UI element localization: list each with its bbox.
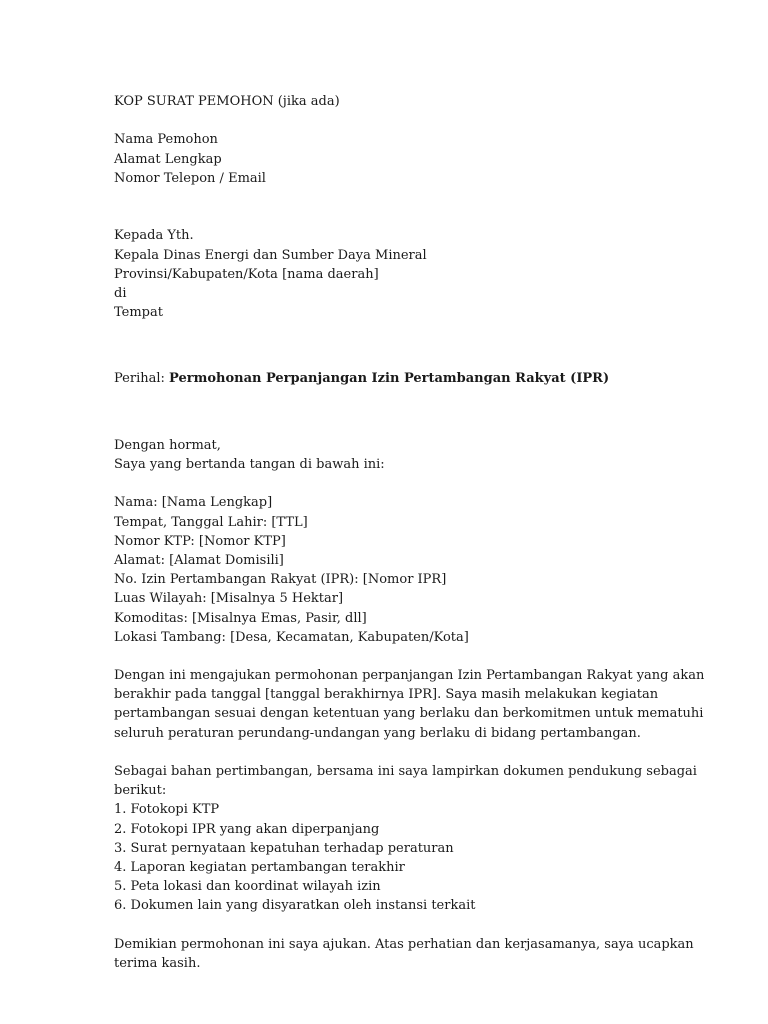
recipient-di: di	[114, 285, 127, 301]
spacer	[114, 207, 654, 226]
attachment-item: 3. Surat pernyataan kepatuhan terhadap peraturan	[114, 840, 454, 856]
body-line: seluruh peraturan perundang-undangan yang berlaku di bidang pertambangan.	[114, 725, 641, 741]
body-line: pertambangan sesuai dengan ketentuan yang berlaku dan berkomitmen untuk mematuhi	[114, 706, 704, 722]
sender-name: Nama Pemohon	[114, 132, 218, 148]
detail-item: Nama: [Nama Lengkap]	[114, 495, 273, 511]
body-line: berakhir pada tanggal [tanggal berakhirnya IPR]. Saya masih melakukan kegiatan	[114, 687, 659, 703]
spacer	[114, 743, 654, 762]
sender-block	[114, 130, 654, 188]
spacer	[114, 188, 654, 207]
sender-address: Alamat Lengkap	[114, 151, 222, 167]
recipient-place: Tempat	[114, 305, 163, 321]
detail-item: Lokasi Tambang: [Desa, Kecamatan, Kabupaten/Kota]	[114, 629, 469, 645]
details-list	[114, 493, 654, 647]
sender-contact: Nomor Telepon / Email	[114, 170, 266, 186]
attachments-intro-line: Sebagai bahan pertimbangan, bersama ini saya lampirkan dokumen pendukung sebagai	[114, 764, 697, 779]
closing-line: Demikian permohonan ini saya ajukan. Atas perhatian dan kerjasamanya, saya ucapkan	[114, 936, 694, 952]
intro: Saya yang bertanda tangan di bawah ini:	[114, 457, 385, 472]
letter-page	[114, 92, 705, 973]
detail-item: Komoditas: [Misalnya Emas, Pasir, dll]	[114, 610, 367, 626]
spacer	[114, 389, 654, 408]
recipient-block	[114, 226, 654, 322]
subject-label: Perihal:	[114, 371, 165, 387]
attachments-intro	[114, 762, 697, 800]
greeting: Dengan hormat,	[114, 437, 221, 453]
attachment-item: 1. Fotokopi KTP	[114, 802, 220, 818]
recipient-region: Provinsi/Kabupaten/Kota [nama daerah]	[114, 266, 379, 282]
detail-item: Tempat, Tanggal Lahir: [TTL]	[114, 514, 308, 530]
subject-line	[114, 369, 654, 388]
spacer	[114, 916, 654, 935]
spacer	[114, 474, 654, 493]
recipient-salutation: Kepada Yth.	[114, 228, 194, 244]
letterhead: KOP SURAT PEMOHON (jika ada)	[114, 94, 340, 109]
detail-item: Alamat: [Alamat Domisili]	[114, 552, 284, 568]
subject-text: Permohonan Perpanjangan Izin Pertambangan Rakyat (IPR)	[169, 371, 610, 387]
attachment-item: 5. Peta lokasi dan koordinat wilayah izin	[114, 879, 381, 895]
attachment-item: 2. Fotokopi IPR yang akan diperpanjang	[114, 821, 380, 837]
body-paragraph	[114, 666, 705, 743]
spacer	[114, 408, 654, 436]
opening-block	[114, 436, 654, 474]
attachment-item: 6. Dokumen lain yang disyaratkan oleh instansi terkait	[114, 898, 476, 914]
attachments-intro-line: berikut:	[114, 783, 167, 799]
detail-item: No. Izin Pertambangan Rakyat (IPR): [Nomor IPR]	[114, 572, 447, 588]
spacer	[114, 341, 654, 369]
spacer	[114, 322, 654, 341]
detail-item: Nomor KTP: [Nomor KTP]	[114, 533, 286, 549]
closing-line: terima kasih.	[114, 955, 201, 971]
attachment-item: 4. Laporan kegiatan pertambangan terakhir	[114, 859, 405, 875]
detail-item: Luas Wilayah: [Misalnya 5 Hektar]	[114, 591, 344, 607]
body-line: Dengan ini mengajukan permohonan perpanjangan Izin Pertambangan Rakyat yang akan	[114, 668, 705, 684]
recipient-title: Kepala Dinas Energi dan Sumber Daya Mineral	[114, 247, 427, 263]
spacer	[114, 111, 654, 130]
attachments-list	[114, 800, 654, 915]
closing-paragraph	[114, 935, 694, 973]
spacer	[114, 647, 654, 666]
